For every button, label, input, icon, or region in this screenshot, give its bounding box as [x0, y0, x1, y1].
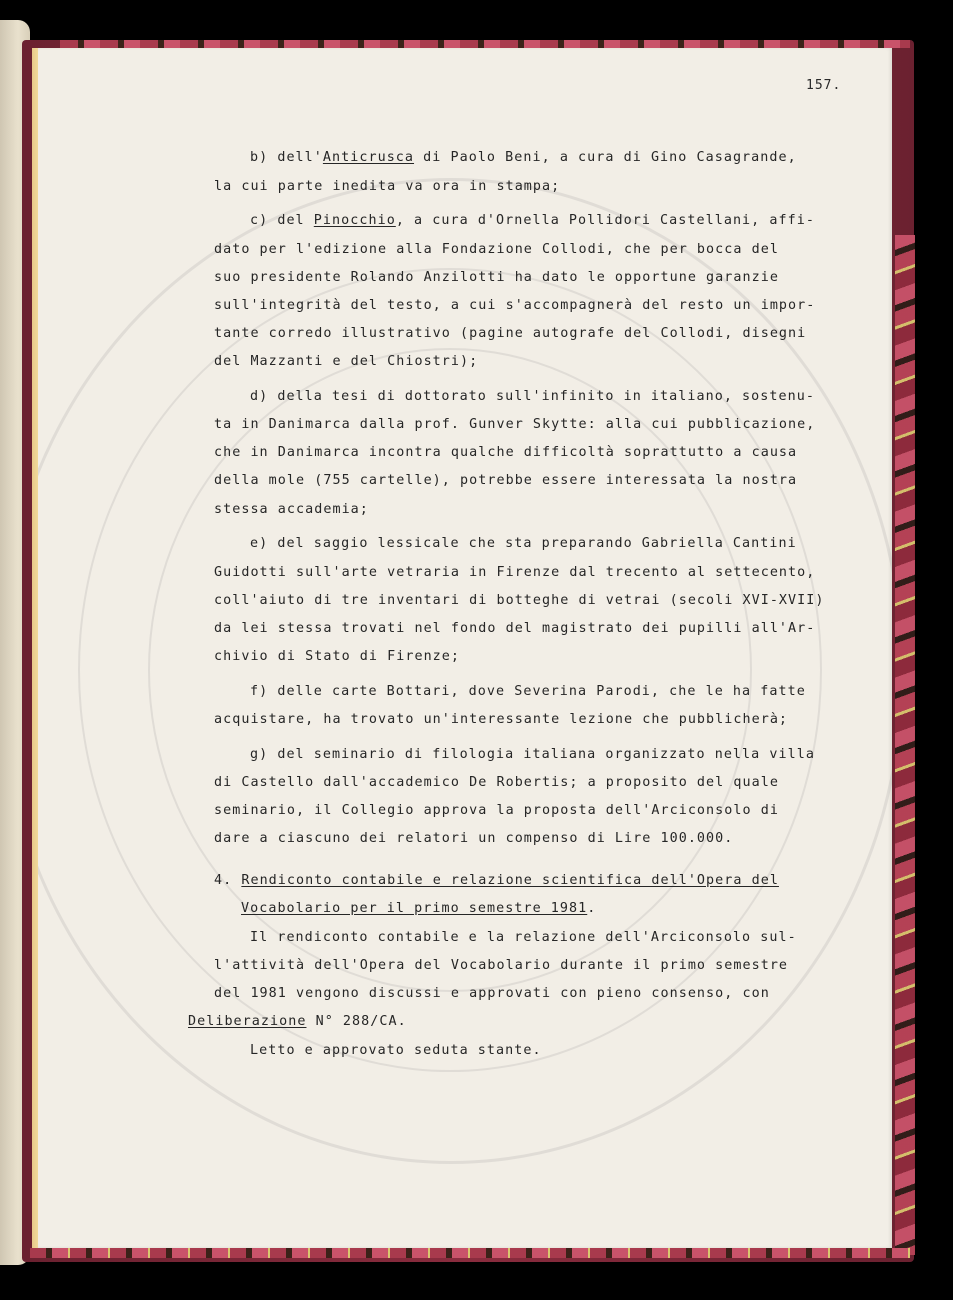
item-c-line-4: sull'integrità del testo, a cui s'accompagnerà del resto un impor- — [214, 298, 816, 313]
closing-line: Letto e approvato seduta stante. — [250, 1043, 542, 1058]
title-pinocchio: Pinocchio — [313, 213, 396, 228]
item-e-line-2: Guidotti sull'arte vetraria in Firenze dal trecento al settecento, — [214, 565, 816, 580]
item-f-line-1: f) delle carte Bottari, dove Severina Parodi, che le ha fatte — [250, 684, 806, 699]
item-d-line-1: d) della tesi di dottorato sull'infinito in italiano, sostenu- — [250, 389, 815, 404]
item-f-line-2: acquistare, ha trovato un'interessante lezione che pubblicherà; — [214, 712, 789, 727]
section-4-para-line-2: l'attività dell'Opera del Vocabolario durante il primo semestre — [214, 958, 789, 973]
item-d-line-5: stessa accademia; — [214, 502, 369, 517]
item-e-line-1: e) del saggio lessicale che sta preparando Gabriella Cantini — [250, 536, 797, 551]
item-c-line-1: c) del Pinocchio, a cura d'Ornella Pollidori Castellani, affi- — [250, 213, 815, 228]
marbled-edge-bottom — [30, 1248, 910, 1258]
section-4-heading-line-1 — [214, 872, 779, 890]
item-c-line-5: tante corredo illustrativo (pagine autografe del Collodi, disegni — [214, 326, 807, 341]
section-4-para-line-3: del 1981 vengono discussi e approvati con pieno consenso, con — [214, 986, 770, 1001]
item-e-line-3: coll'aiuto di tre inventari di botteghe di vetrai (secoli XVI-XVII) — [214, 593, 825, 608]
document-page — [38, 48, 892, 1248]
item-c-line-6: del Mazzanti e del Chiostri); — [214, 354, 479, 369]
item-b-line-1: b) dell'Anticrusca di Paolo Beni, a cura di Gino Casagrande, — [250, 150, 797, 165]
section-4-heading: Rendiconto contabile e relazione scientifica dell'Opera del — [241, 873, 779, 888]
section-4-para-line-4: Deliberazione N° 288/CA. — [188, 1014, 407, 1029]
item-e-line-5: chivio di Stato di Firenze; — [214, 649, 461, 664]
item-g-line-1: g) del seminario di filologia italiana organizzato nella villa — [250, 747, 815, 762]
item-d-line-2: ta in Danimarca dalla prof. Gunver Skytte: alla cui pubblicazione, — [214, 417, 816, 432]
item-d-line-4: della mole (755 cartelle), potrebbe essere interessata la nostra — [214, 473, 798, 488]
item-c-line-3: suo presidente Rolando Anzilotti ha dato le opportune garanzie — [214, 270, 779, 285]
section-4-para-line-1: Il rendiconto contabile e la relazione dell'Arciconsolo sul- — [250, 930, 797, 945]
item-g-line-4: dare a ciascuno dei relatori un compenso di Lire 100.000. — [214, 831, 734, 846]
item-e-line-4: da lei stessa trovati nel fondo del magistrato dei pupilli all'Ar- — [214, 621, 816, 636]
marbled-edge-right — [895, 235, 915, 1255]
marbled-edge-top — [60, 40, 910, 48]
title-anticrusca: Anticrusca — [322, 150, 415, 165]
section-4-number: 4. — [214, 873, 242, 888]
item-d-line-3: che in Danimarca incontra qualche difficoltà soprattutto a causa — [214, 445, 798, 460]
item-g-line-3: seminario, il Collegio approva la proposta dell'Arciconsolo di — [214, 803, 779, 818]
page-number: 157. — [806, 78, 842, 93]
item-b-line-2: la cui parte inedita va ora in stampa; — [214, 179, 561, 194]
deliberazione-label: Deliberazione — [188, 1014, 307, 1029]
section-4-heading-line-2: Vocabolario per il primo semestre 1981. — [241, 901, 597, 916]
item-c-line-2: dato per l'edizione alla Fondazione Collodi, che per bocca del — [214, 242, 779, 257]
item-g-line-2: di Castello dall'accademico De Robertis; a proposito del quale — [214, 775, 779, 790]
